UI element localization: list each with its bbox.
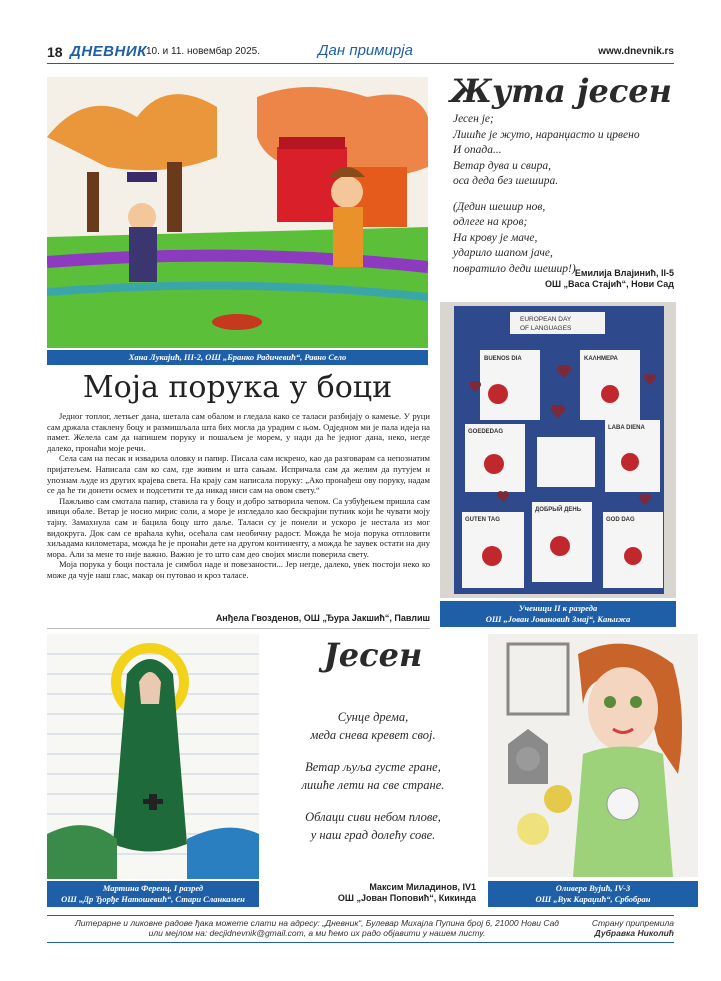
header-divider (47, 63, 674, 64)
poem1-line: повратило деди шешир!) (453, 262, 576, 275)
left-child-drawing (47, 634, 259, 879)
poem1-author: Емилија Влајинић, II-5 (574, 268, 674, 278)
poem2-line: у наш град долећу сове. (310, 828, 436, 842)
right-drawing-caption (488, 881, 698, 907)
footer-line2: или мејлом на: decjidnevnik@gmail.com, а ми ћемо их радо објавити у нашем листу. (148, 928, 486, 938)
poem2-line: Облаци сиви небом плове, (305, 810, 441, 824)
green-figure-image (47, 634, 259, 879)
poem2-body (266, 708, 480, 844)
article-divider (47, 628, 430, 629)
poem1-line: одлеге на кров; (453, 216, 528, 228)
poem1-body (453, 112, 678, 277)
poem2-line: меда снева кревет свој. (310, 728, 436, 742)
poem1-line: (Дедин шешир нов, (453, 200, 546, 213)
poster-caption (440, 601, 676, 627)
top-drawing-caption: Хана Лукајић, III-2, ОШ „Бранко Радичевић“, Равно Село (47, 350, 428, 365)
top-child-drawing (47, 77, 428, 348)
right-caption-line1: Оливера Вујић, IV-3 (555, 883, 631, 893)
poem1-line: Јесен је; (453, 113, 494, 125)
poster-card-label: LABA DIENA (608, 425, 645, 431)
poem1-line: И опада... (453, 144, 502, 156)
newspaper-logo: ДНЕВНИК (70, 43, 147, 60)
poem1-signature (453, 268, 674, 290)
section-title: Дан примирја (318, 42, 413, 59)
poster-card-label: ДОБРЫЙ ДЕНЬ (535, 507, 582, 513)
poem2-line: Сунце дрема, (337, 710, 409, 724)
right-caption-line2: ОШ „Вук Караџић“, Србобран (535, 894, 651, 904)
language-day-poster (440, 302, 676, 598)
poem2-title: Јесен (323, 636, 423, 674)
poster-caption-line1: Ученици II к разреда (518, 603, 598, 613)
editor-name: Дубравка Николић (594, 928, 674, 938)
poster-card-label: ΚΑΛΗΜΕΡΑ (584, 356, 618, 362)
poem2-line: Ветар љуља густе гране, (305, 760, 441, 774)
poem1-title: Жута јесен (450, 72, 672, 110)
article-title: Моја порука у боци (82, 370, 393, 405)
poem1-line: На крову је маче, (453, 231, 538, 244)
poster-banner-line1: EUROPEAN DAY (520, 316, 572, 323)
poster-image (440, 302, 676, 598)
poem1-school: ОШ „Васа Стајић“, Нови Сад (544, 279, 674, 289)
autumn-scene-image (47, 77, 428, 348)
poem1-line: ударило шапом јаче, (453, 247, 553, 259)
girl-with-cats-image (488, 634, 698, 877)
poem1-line: Ветар дува и свира, (453, 159, 551, 172)
article-paragraph: Моја порука у боци постала је симбол наде и повезаности... Јер негде, далеко, увек постоји неко ко може да чује наш глас, макар он путовао и кроз таласе. (47, 559, 430, 580)
article-paragraph: Села сам на песак и извадила оловку и папир. Писала сам искрено, као да разговарам са непознатим пријатељем. Написала сам ко сам, где живим и шта сањам. Испричала сам да желим да путујем и упознам људе из других крајева света. На крају сам написала поруку: „Ако пронађеш ову поруку, надам се да ће ти донети осмех и подсетити те да никад ниси сам на овом свету.“ (47, 453, 430, 496)
poster-card-label: BUENOS DIA (484, 356, 522, 362)
poem1-line: оса деда без шешира. (453, 175, 559, 187)
poster-card-label: GOD DAG (606, 517, 635, 523)
poem2-author: Максим Миладинов, IV1 (369, 882, 476, 892)
article-body (47, 411, 430, 581)
article-paragraph: Пажљиво сам смотала папир, ставила га у боцу и добро затворила чепом. Са узбуђењем пришла сам ивици обале. Ветар је носио мирис соли, а море је изгледало као бескрајни путник који ће чувати моју тајну. Замахнула сам и бацила боцу што даље. Таласи су је понели и ускоро је нестала из мог видокруга. Док сам се враћала кући, осећала сам необичну радост. Можда ће моја порука отпловити хиљадама километара, можда ће је пронаћи дете на другом континенту, а можда ће заувек остати на дну мора. Али за мене то није важно. Важно је то што сам део својих мисли поверила свету. (47, 495, 430, 559)
poster-caption-line2: ОШ „Јован Јовановић Змај“, Кањижа (485, 614, 631, 624)
left-caption-line1: Мартина Ференц, I разред (102, 883, 204, 893)
footer-line1: Литерарне и ликовне радове ђака можете слати на адресу: „Дневник“, Булевар Михајла Пупина број 6, 21000 Нови Сад (74, 918, 560, 928)
right-child-drawing (488, 634, 698, 877)
poster-card-label: GOEDEDAG (468, 429, 504, 435)
footer-info (52, 918, 582, 938)
left-drawing-caption (47, 881, 259, 907)
article-author: Анђела Гвозденов, ОШ „Ђура Јакшић“, Павлиш (215, 613, 430, 623)
poster-card-label: GUTEN TAG (465, 517, 500, 523)
issue-date: 10. и 11. новембар 2025. (146, 46, 261, 57)
poem1-line: Лишће је жуто, наранџасто и црвено (453, 128, 640, 141)
editor-label: Страну припремила (591, 918, 674, 928)
article-paragraph: Једног топлог, летњег дана, шетала сам обалом и гледала како се таласи разбијају о камење. У руци сам држала стаклену боцу и размишљала шта бих могла да урадим с њом. Одједном ми је пала идеја на памет. Желела сам да напишем поруку и пошаљем је морем, у нади да ће једног дана, неко, негде далеко, пронаћи моје речи. (47, 411, 430, 453)
poem2-signature (266, 882, 476, 904)
poem2-line: лишће лети на све стране. (301, 778, 445, 792)
page-number: 18 (47, 44, 63, 60)
website-link[interactable]: www.dnevnik.rs (598, 46, 674, 57)
left-caption-line2: ОШ „Др Ђорђе Натошевић“, Стари Сланкамен (61, 894, 245, 904)
poem2-school: ОШ „Јован Поповић“, Кикинда (337, 893, 476, 903)
poster-banner-line2: OF LANGUAGES (520, 325, 572, 332)
footer-editor (590, 918, 674, 938)
